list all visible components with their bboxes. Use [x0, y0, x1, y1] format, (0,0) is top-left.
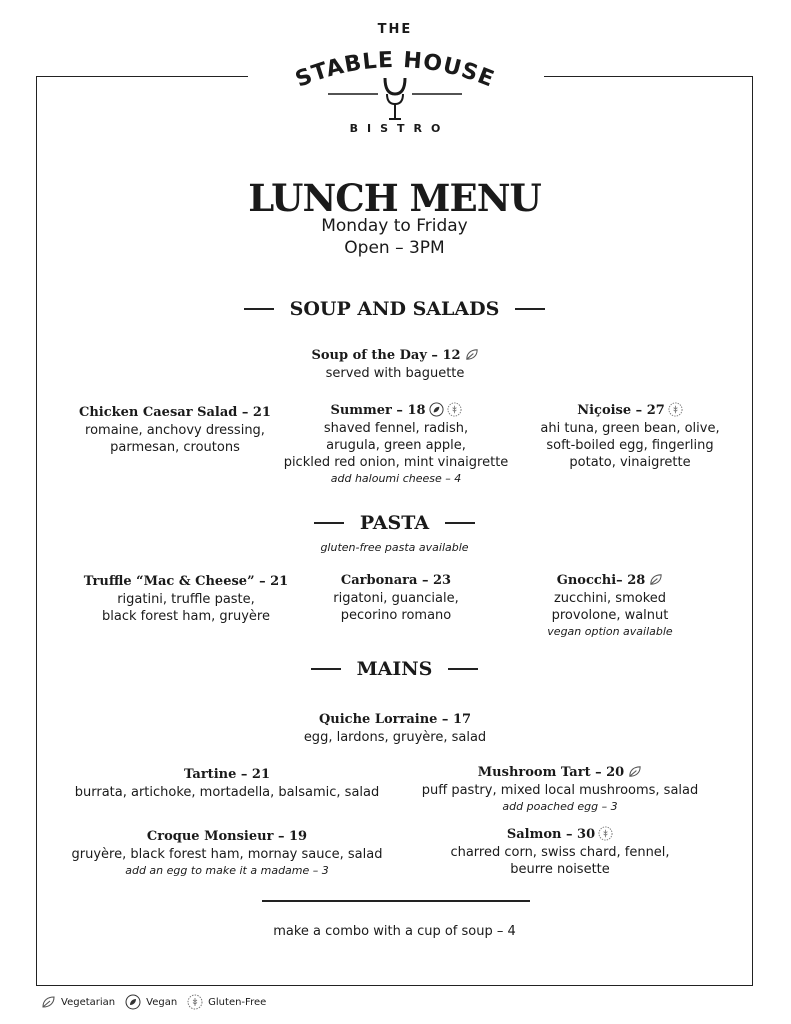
logo-bistro: BISTRO: [349, 122, 450, 135]
item-description: black forest ham, gruyère: [102, 609, 270, 624]
menu-title: LUNCH MENU: [248, 176, 541, 220]
item-description: parmesan, croutons: [110, 440, 240, 455]
item-name: Croque Monsieur – 19: [146, 829, 308, 844]
item-description: rigatini, truffle paste,: [117, 592, 255, 607]
vegan-icon: [125, 994, 141, 1010]
gluten-free-icon: [447, 402, 462, 417]
item-description: pecorino romano: [340, 608, 452, 623]
divider: [262, 900, 530, 902]
item-description: rigatoni, guanciale,: [333, 591, 459, 606]
menu-item-mushroom-tart: [400, 764, 720, 815]
item-description: beurre noisette: [510, 862, 610, 877]
menu-item-quiche-lorraine: [245, 711, 545, 746]
section-title: MAINS: [356, 658, 433, 680]
item-description: charred corn, swiss chard, fennel,: [450, 845, 670, 860]
section-mains: [36, 658, 753, 680]
item-description: served with baguette: [325, 366, 465, 381]
menu-days: Monday to Friday: [321, 216, 468, 236]
item-name: Mushroom Tart – 20: [477, 765, 625, 780]
item-description: zucchini, smoked: [553, 591, 667, 606]
section-title: PASTA: [359, 512, 430, 534]
item-name: Carbonara – 23: [340, 573, 452, 588]
item-description: soft-boiled egg, fingerling: [546, 438, 714, 453]
menu-hours: Open – 3PM: [344, 238, 445, 258]
item-name: Niçoise – 27: [577, 403, 665, 418]
menu-item-soup-of-the-day: [245, 347, 545, 382]
menu-item-summer: [262, 402, 530, 487]
legend-label: Vegetarian: [61, 996, 116, 1008]
item-description: egg, lardons, gruyère, salad: [303, 730, 487, 745]
item-description: arugula, green apple,: [326, 438, 466, 453]
item-name: Chicken Caesar Salad – 21: [79, 405, 271, 420]
logo-name: STABLE HOUSE: [292, 47, 498, 93]
vegetarian-icon: [464, 347, 479, 362]
item-description: ahi tuna, green bean, olive,: [540, 421, 720, 436]
item-note: add haloumi cheese – 4: [330, 472, 462, 485]
menu-item-truffle-mac-and-cheese: [66, 573, 306, 625]
vegetarian-icon: [40, 994, 56, 1010]
section-soup-and-salads: [36, 298, 753, 320]
menu-item-carbonara: [296, 572, 496, 624]
item-name: Truffle “Mac & Cheese” – 21: [83, 574, 289, 589]
gluten-free-icon: [187, 994, 203, 1010]
legend-gluten-free: [187, 994, 266, 1010]
item-name: Soup of the Day – 12: [311, 348, 461, 363]
legend-label: Vegan: [146, 996, 178, 1008]
item-note: add an egg to make it a madame – 3: [125, 864, 329, 877]
menu-item-nicoise: [520, 402, 740, 471]
item-description: potato, vinaigrette: [569, 455, 691, 470]
item-name: Gnocchi– 28: [556, 573, 646, 588]
gluten-free-icon: [598, 826, 613, 841]
legend-label: Gluten-Free: [208, 996, 267, 1008]
item-name: Salmon – 30: [506, 827, 596, 842]
menu-item-salmon: [420, 826, 700, 878]
menu-item-tartine: [56, 766, 398, 801]
logo-mark: [270, 32, 520, 124]
pasta-note: gluten-free pasta available: [320, 541, 469, 554]
menu-item-croque-monsieur: [56, 828, 398, 879]
menu-item-gnocchi: [510, 572, 710, 640]
dietary-legend: [40, 994, 276, 1010]
item-description: provolone, walnut: [551, 608, 669, 623]
vegan-icon: [429, 402, 444, 417]
combo-offer: make a combo with a cup of soup – 4: [273, 924, 516, 939]
vegetarian-icon: [627, 764, 642, 779]
item-description: shaved fennel, radish,: [323, 421, 469, 436]
item-description: romaine, anchovy dressing,: [85, 423, 265, 438]
item-name: Tartine – 21: [183, 767, 270, 782]
item-name: Quiche Lorraine – 17: [318, 712, 472, 727]
item-description: pickled red onion, mint vinaigrette: [283, 455, 509, 470]
legend-vegetarian: [40, 994, 115, 1010]
item-note: vegan option available: [547, 625, 673, 638]
vegetarian-icon: [648, 572, 663, 587]
logo: [270, 18, 520, 138]
item-name: Summer – 18: [330, 403, 426, 418]
svg-text:STABLE HOUSE: [292, 48, 498, 93]
item-description: gruyère, black forest ham, mornay sauce, salad: [71, 847, 383, 862]
menu-item-chicken-caesar-salad: [60, 404, 290, 456]
section-pasta: [36, 512, 753, 534]
section-title: SOUP AND SALADS: [289, 298, 500, 320]
item-description: burrata, artichoke, mortadella, balsamic, salad: [74, 785, 380, 800]
legend-vegan: [125, 994, 177, 1010]
item-description: puff pastry, mixed local mushrooms, salad: [421, 783, 699, 798]
item-note: add poached egg – 3: [502, 800, 618, 813]
logo-the: THE: [377, 22, 413, 37]
gluten-free-icon: [668, 402, 683, 417]
